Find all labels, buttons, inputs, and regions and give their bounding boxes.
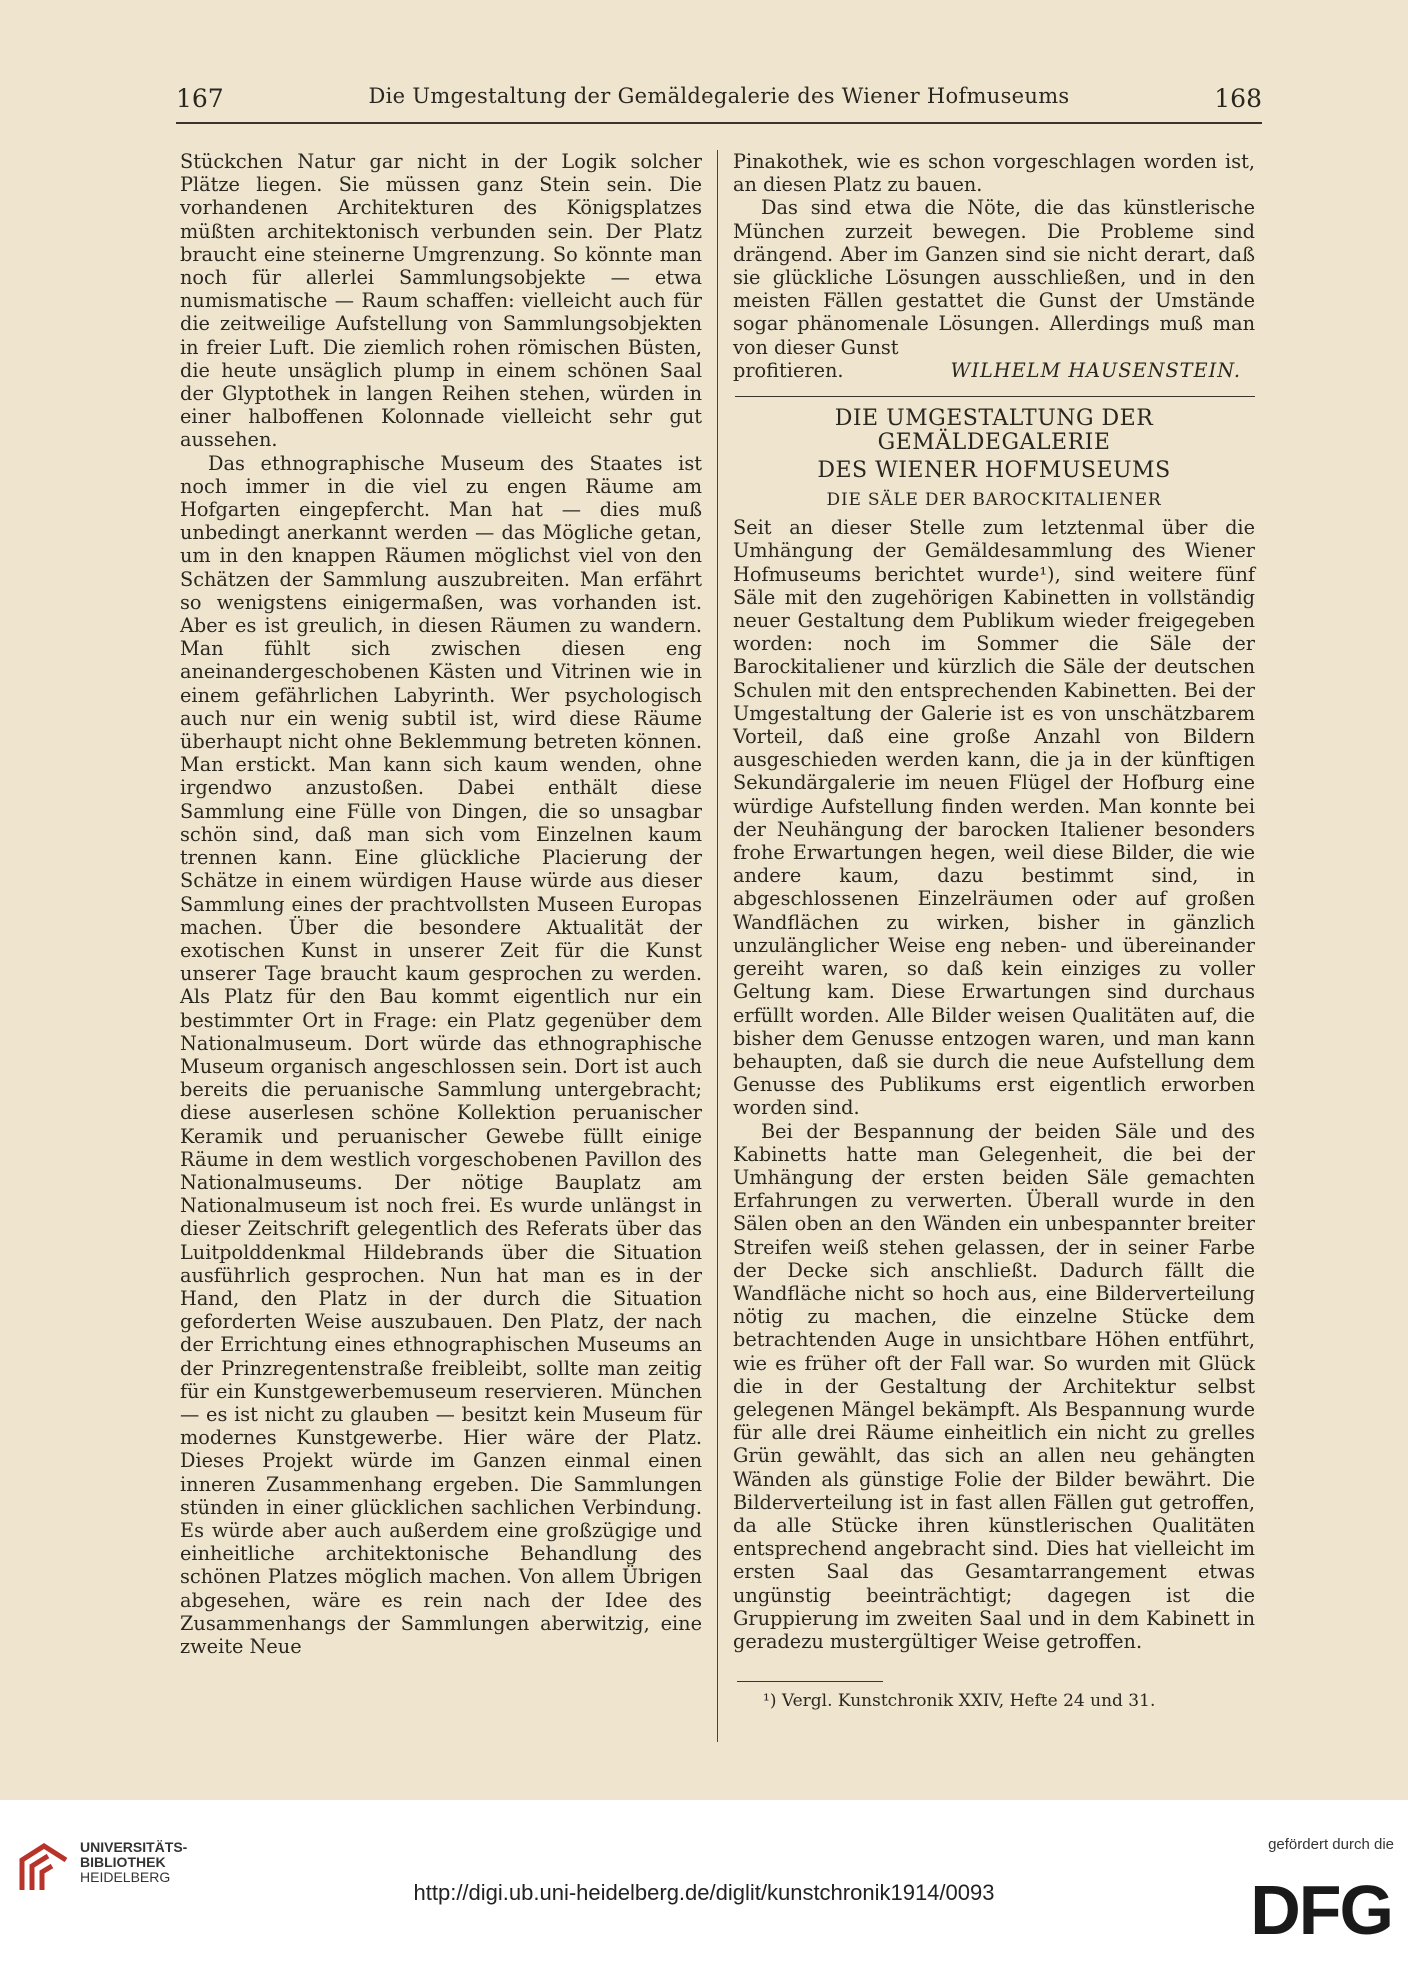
author-signature: WILHELM HAUSENSTEIN. (950, 358, 1241, 382)
article-separator (735, 396, 1255, 397)
article-paragraph-1: Seit an dieser Stelle zum letztenmal über die Umhängung der Gemäldesammlung des Wiener Hofmuseums berichtet wurde¹), sind weitere fünf Säle mit den zugehörigen Kabinetten in vollständig neuer Gestaltung dem Publikum wieder freigegeben worden: noch im Sommer die Säle der Barockitaliener und kürzlich die Säle der deutschen Schulen mit den entsprechenden Kabinetten. Bei der Umgestaltung der Galerie ist es von unschätzbarem Vorteil, daß eine große Anzahl von Bildern ausgeschieden werden kann, die ja in der künftigen Sekundärgalerie im neuen Flügel der Hofburg eine würdige Aufstellung finden werden. Man konnte bei der Neuhängung der barocken Italiener besonders frohe Erwartungen hegen, weil diese Bilder, die wie andere kaum, dazu bestimmt sind, in abgeschlossenen Einzelräumen oder auf großen Wandflächen zu wirken, bisher in gänzlich unzulänglicher Weise eng neben- und übereinander gereiht waren, so daß kein einziges zu voller Geltung kam. Diese Erwartungen sind durchaus erfüllt worden. Alle Bilder weisen Qualitäten auf, die bisher dem Genusse entzogen waren, und man kann behaupten, daß sie durch die neue Aufstellung dem Genusse des Publikums erst eigentlich erworben worden sind. (733, 516, 1255, 1120)
closing-word: profitieren. (733, 358, 844, 382)
right-column (733, 150, 1255, 1713)
article-title-line-1: DIE UMGESTALTUNG DER GEMÄLDEGALERIE (834, 406, 1154, 456)
article-subtitle: DIE SÄLE DER BAROCKITALIENER (826, 490, 1162, 511)
left-paragraph-1: Stückchen Natur gar nicht in der Logik solcher Plätze liegen. Sie müssen ganz Stein sein. Die vorhandenen Architekturen des Königsplatzes müßten architektonisch verbunden sein. Der Platz braucht eine steinerne Umgrenzung. So könnte man noch für allerlei Sammlungsobjekte — etwa numismatische — Raum schaffen: vielleicht auch für die zeitweilige Aufstellung von Sammlungsobjekten in freier Luft. Die ziemlich rohen römischen Büsten, die heute unsäglich plump in einem schönen Saal der Glyptothek in langen Reihen stehen, würden in einer halboffenen Kolonnade vielleicht sehr gut aussehen. (180, 150, 702, 452)
page-number-right: 168 (1214, 84, 1262, 113)
running-title: Die Umgestaltung der Gemäldegalerie des Wiener Hofmuseums (368, 84, 1070, 108)
library-name: UNIVERSITÄTS- BIBLIOTHEK HEIDELBERG (80, 1839, 188, 1885)
left-paragraph-2: Das ethnographische Museum des Staates ist noch immer in die viel zu engen Räume am Hofgarten eingepfercht. Man hat — dies muß unbedingt anerkannt werden — das Mögliche getan, um in den knappen Räumen möglichst viel von den Schätzen der Sammlung auszubreiten. Man erfährt so wenigstens einigermaßen, was vorhanden ist. Aber es ist greulich, in diesen Räumen zu wandern. Man fühlt sich zwischen diesen eng aneinandergeschobenen Kästen und Vitrinen wie in einem gefährlichen Labyrinth. Wer psychologisch auch nur ein wenig subtil ist, wird diese Räume überhaupt nicht ohne Beklemmung betreten können. Man erstickt. Man kann sich kaum wenden, ohne irgendwo anzustoßen. Dabei enthält diese Sammlung eine Fülle von Dingen, die so unsagbar schön sind, daß man sich vom Einzelnen kaum trennen kann. Eine glückliche Placierung der Schätze in einem würdigen Hause würde aus dieser Sammlung eines der prachtvollsten Museen Europas machen. Über die besondere Aktualität der exotischen Kunst in unserer Zeit für die Kunst unserer Tage braucht kaum gesprochen zu werden. Als Platz für den Bau kommt eigentlich nur ein bestimmter Ort in Frage: ein Platz gegenüber dem Nationalmuseum. Dort würde das ethnographische Museum organisch angeschlossen sein. Dort ist auch bereits die peruanische Sammlung untergebracht; diese auserlesen schöne Kollektion peruanischer Keramik und peruanischer Gewebe füllt einige Räume in dem westlich vorgeschobenen Pavillon des Nationalmuseums. Der nötige Bauplatz am Nationalmuseum ist noch frei. Es wurde unlängst in dieser Zeitschrift gelegentlich des Referats über das Luitpolddenkmal Hildebrands über die Situation ausführlich gesprochen. Nun hat man es in der Hand, den Platz in der durch die Situation geforderten Weise auszubauen. Den Platz, der nach der Errichtung eines ethnographischen Museums an der Prinzregentenstraße freibleibt, sollte man zeitig für ein Kunstgewerbemuseum reservieren. München — es ist nicht zu glauben — besitzt kein Museum für modernes Kunstgewerbe. Hier wäre der Platz. Dieses Projekt würde im Ganzen einmal einen inneren Zusammenhang ergeben. Die Sammlungen stünden in einer glücklichen sachlichen Verbindung. Es würde aber auch außerdem eine großzügige und einheitliche architektonische Behandlung des schönen Platzes möglich machen. Von allem Übrigen abgesehen, wäre es rein nach der Idee des Zusammenhangs der Sammlungen aberwitzig, eine zweite Neue (180, 451, 702, 1658)
column-divider (717, 150, 718, 1742)
left-column (180, 150, 702, 1658)
digitization-footer (0, 1800, 1408, 1963)
footnote: ¹) Vergl. Kunstchronik XXIV, Hefte 24 und 31. (763, 1691, 1156, 1712)
funding-caption: gefördert durch die (1268, 1836, 1394, 1853)
page-number-left: 167 (176, 84, 224, 113)
header-rule (176, 122, 1262, 124)
footnote-rule (737, 1681, 883, 1682)
source-url[interactable]: http://digi.ub.uni-heidelberg.de/diglit/kunstchronik1914/0093 (413, 1880, 995, 1905)
continuation-paragraph: Pinakothek, wie es schon vorgeschlagen worden ist, an diesen Platz zu bauen. (733, 150, 1255, 197)
running-head (176, 78, 1262, 118)
dfg-logo: DFG (1250, 1871, 1392, 1949)
signature-line (733, 359, 1255, 382)
article-title-line-2: DES WIENER HOFMUSEUMS (817, 458, 1171, 484)
article-body (733, 516, 1255, 1653)
article-paragraph-2: Bei der Bespannung der beiden Säle und des Kabinetts hatte man Gelegenheit, die bei der Umhängung der ersten beiden Säle gemachten Erfahrungen zu verwerten. Überall wurde in den Sälen oben an den Wänden ein unbespannter breiter Streifen weiß stehen gelassen, der in seiner Farbe der Decke sich anschließt. Dadurch fällt die Wandfläche nicht so hoch aus, eine Bilderverteilung nötig zu machen, die einzelne Stücke dem betrachtenden Auge in unsichtbare Höhen entführt, wie es früher oft der Fall war. So wurden mit Glück die in der Gestaltung der Architektur selbst gelegenen Mängel bekämpft. Als Bespannung wurde für alle drei Räume einheitlich ein nicht zu grelles Grün gewählt, das sich an allen neu gehängten Wänden als günstige Folie der Bilder bewährt. Die Bilderverteilung ist in fast allen Fällen gut getroffen, da alle Stücke ihren künstlerischen Qualitäten entsprechend angebracht sind. Dies hat vielleicht im ersten Saal das Gesamtarrangement etwas ungünstig beeinträchtigt; dagegen ist die Gruppierung im zweiten Saal und in dem Kabinett in geradezu mustergültiger Weise getroffen. (733, 1119, 1255, 1653)
closing-paragraph: Das sind etwa die Nöte, die das künstlerische München zurzeit bewegen. Die Probleme sind drängend. Aber im Ganzen sind sie nicht derart, daß sie glückliche Lösungen ausschließen, und in den meisten Fällen gestattet die Gunst der Umstände sogar phänomenale Lösungen. Allerdings muß man von dieser Gunst (733, 196, 1255, 359)
